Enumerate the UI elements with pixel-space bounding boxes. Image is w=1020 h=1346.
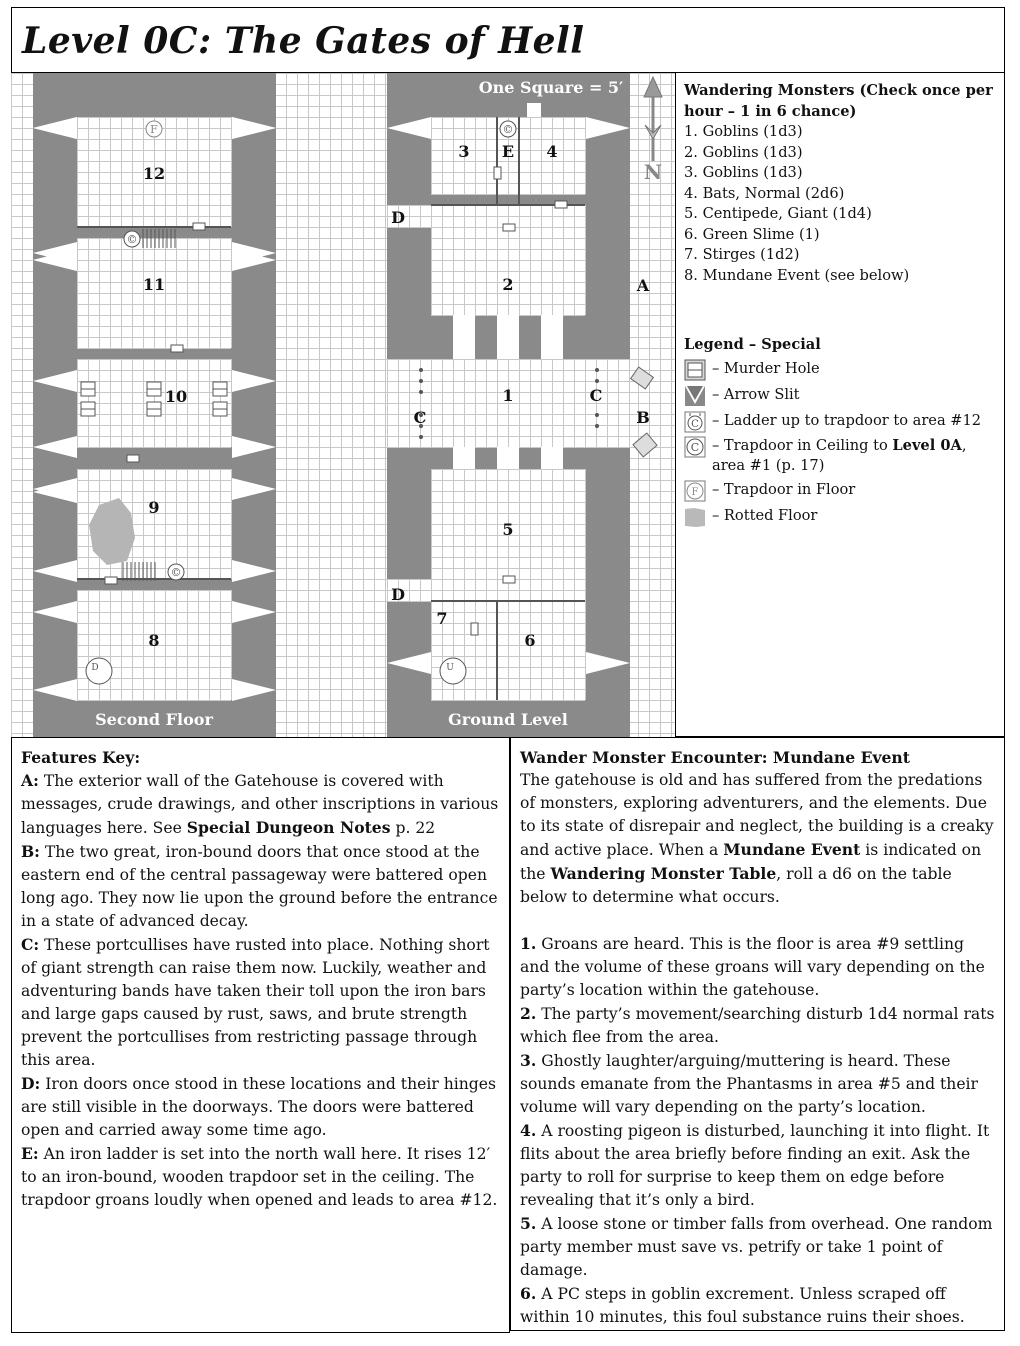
mundane-item: 6. A PC steps in goblin excrement. Unless scraped off within 10 minutes, this foul substance ruins their shoes. xyxy=(520,1284,965,1326)
legend-label: – Arrow Slit xyxy=(712,386,800,404)
floor-trapdoor-icon xyxy=(684,480,706,502)
chimney-gap xyxy=(527,103,541,117)
ladder-trapdoor-icon-label: © xyxy=(502,123,514,136)
door-icon xyxy=(171,345,183,352)
portcullis-dot xyxy=(595,368,599,372)
door-icon xyxy=(503,224,515,231)
gate-notch xyxy=(541,447,563,469)
door-icon xyxy=(105,577,117,584)
dungeon-map xyxy=(11,73,675,737)
stairs-down-label: D xyxy=(91,663,99,673)
room-label-12: 12 xyxy=(142,164,166,183)
svg-text:F: F xyxy=(691,486,699,498)
door-icon xyxy=(193,223,205,230)
room-label-8: 8 xyxy=(148,631,160,650)
second-floor-label: Second Floor xyxy=(95,710,213,729)
door-label-d: D xyxy=(391,585,405,604)
features-heading: Features Key: xyxy=(21,748,141,767)
ceiling-trapdoor-icon-label: © xyxy=(126,233,138,246)
legend-label: – Trapdoor in Ceiling to Level 0A, area #1 (p. 17) xyxy=(712,436,967,474)
feature-a: A: The exterior wall of the Gatehouse is covered with messages, crude drawings, and other inscriptions in various languages here. See Special Dungeon Notes p. 22 xyxy=(21,771,499,837)
legend-label: – Murder Hole xyxy=(712,360,820,378)
gate-notch xyxy=(453,447,475,469)
door-icon xyxy=(503,576,515,583)
title-bar xyxy=(11,7,1005,73)
legend-floor-trapdoor xyxy=(684,479,998,503)
stairs-down-icon xyxy=(86,658,112,684)
legend-ladder-trapdoor xyxy=(684,410,998,434)
room-label-4: 4 xyxy=(546,142,558,161)
svg-text:C: C xyxy=(691,418,699,430)
portcullis-label-c: C xyxy=(589,386,603,405)
wandering-item: 2. Goblins (1d3) xyxy=(684,143,803,161)
room-label-10: 10 xyxy=(164,387,188,406)
wandering-item: 3. Goblins (1d3) xyxy=(684,164,803,181)
portcullis-dot xyxy=(419,368,423,372)
door-icon xyxy=(494,167,501,179)
door-icon xyxy=(555,201,567,208)
room-label-e: E xyxy=(501,142,515,161)
murder-hole-icon xyxy=(684,359,706,381)
floor-trapdoor-icon-label: F xyxy=(150,123,158,136)
scale-label: One Square = 5′ xyxy=(478,78,624,97)
mundane-item: 3. Ghostly laughter/arguing/muttering is heard. These sounds emanate from the Phantasms in area #5 and their volume will vary depending on the party’s location. xyxy=(520,1051,978,1116)
room-label-3: 3 xyxy=(458,142,470,161)
wandering-item: 1. Goblins (1d3) xyxy=(684,123,803,140)
room-label-7: 7 xyxy=(436,609,448,628)
wandering-item: 6. Green Slime (1) xyxy=(684,225,820,243)
portcullis-dot xyxy=(419,379,423,383)
room-label-11: 11 xyxy=(142,275,166,294)
door-label-d: D xyxy=(391,208,405,227)
room-label-5: 5 xyxy=(502,520,514,539)
legend-murder-hole xyxy=(684,358,998,382)
svg-text:C: C xyxy=(690,440,700,454)
wandering-item: 8. Mundane Event (see below) xyxy=(684,266,910,284)
feature-d: D: Iron doors once stood in these locations and their hinges are still visible in the doorways. The doors were battered open and carried away some time ago. xyxy=(21,1074,497,1139)
room-label-1: 1 xyxy=(502,386,514,405)
wandering-item: 4. Bats, Normal (2d6) xyxy=(684,184,845,202)
mundane-intro: The gatehouse is old and has suffered from the predations of monsters, exploring adventurers, and the elements. Due to its state of disrepair and neglect, the building is a creaky and active place. When a Mundane Event is indicated on the Wandering Monster Table, roll a d6 on the table below to determine what occurs. xyxy=(520,771,994,906)
feature-b: B: The two great, iron-bound doors that once stood at the eastern end of the central passageway were battered open long ago. They now lie upon the ground before the entrance in a state of advanced decay. xyxy=(21,842,498,930)
ceiling-trapdoor-icon xyxy=(684,436,706,458)
gate-notch xyxy=(497,315,519,359)
gate-notch xyxy=(453,315,475,359)
ceiling-trapdoor-icon-label: © xyxy=(170,566,182,579)
room-label-9: 9 xyxy=(148,498,160,517)
legend-label: – Trapdoor in Floor xyxy=(712,481,856,499)
room-label-2: 2 xyxy=(502,275,514,294)
gate-notch xyxy=(541,315,563,359)
wandering-item: 7. Stirges (1d2) xyxy=(684,246,800,263)
stairs-up-label: U xyxy=(446,663,454,673)
legend-ceiling-trapdoor xyxy=(684,436,998,477)
room-label-6: 6 xyxy=(524,631,536,650)
legend-arrow-slit xyxy=(684,384,998,408)
portcullis-dot xyxy=(419,390,423,394)
door-icon xyxy=(127,455,139,462)
portcullis-dot xyxy=(595,379,599,383)
mundane-item: 5. A loose stone or timber falls from overhead. One random party member must save vs. petrify or take 1 point of damage. xyxy=(520,1214,993,1279)
mundane-heading: Wander Monster Encounter: Mundane Event xyxy=(520,748,910,767)
rotted-floor-icon xyxy=(684,506,706,528)
portcullis-label-c: C xyxy=(413,408,427,427)
legend-rotted-floor xyxy=(684,505,998,529)
portcullis-dot xyxy=(595,413,599,417)
ground-level-label: Ground Level xyxy=(448,710,568,729)
legend-label: – Ladder up to trapdoor to area #12 xyxy=(712,412,982,430)
mundane-item: 2. The party’s movement/searching disturb 1d4 normal rats which flee from the area. xyxy=(520,1004,995,1046)
arrow-slit-icon xyxy=(684,385,706,407)
map-svg xyxy=(11,73,675,737)
side-panel xyxy=(675,73,1005,737)
feature-label-b: B xyxy=(636,408,650,427)
wandering-list xyxy=(684,122,998,286)
wandering-heading: Wandering Monsters (Check once per hour – 1 in 6 chance) xyxy=(684,82,993,120)
mundane-item: 1. Groans are heard. This is the floor is area #9 settling and the volume of these groans will vary depending on the party’s location within the gatehouse. xyxy=(520,934,985,999)
feature-e: E: An iron ladder is set into the north wall here. It rises 12′ to an iron-bound, wooden trapdoor set in the ceiling. The trapdoor groans loudly when opened and leads to area #12. xyxy=(21,1144,498,1209)
door-icon xyxy=(471,623,478,635)
features-key xyxy=(11,737,510,1333)
legend-heading: Legend – Special xyxy=(684,336,821,353)
ladder-trapdoor-icon xyxy=(684,411,706,433)
gate-notch xyxy=(497,447,519,469)
compass-north-label: N xyxy=(643,160,663,184)
mundane-event-box xyxy=(510,737,1005,1331)
wandering-item: 5. Centipede, Giant (1d4) xyxy=(684,205,872,222)
feature-c: C: These portcullises have rusted into place. Nothing short of giant strength can raise them now. Luckily, weather and adventuring bands have taken their toll upon the iron bars and large gaps caused by rust, saws, and brute strength prevent the portcullises from restricting passage through this area. xyxy=(21,935,490,1069)
legend-label: – Rotted Floor xyxy=(712,507,818,525)
portcullis-dot xyxy=(595,424,599,428)
mundane-item: 4. A roosting pigeon is disturbed, launching it into flight. It flits about the area briefly before finding an exit. Ask the party to roll for surprise to keep them on edge before revealing that it’s only a bird. xyxy=(520,1121,990,1209)
portcullis-dot xyxy=(419,435,423,439)
feature-label-a: A xyxy=(636,276,650,295)
page-title: Level 0C: The Gates of Hell xyxy=(22,20,585,62)
